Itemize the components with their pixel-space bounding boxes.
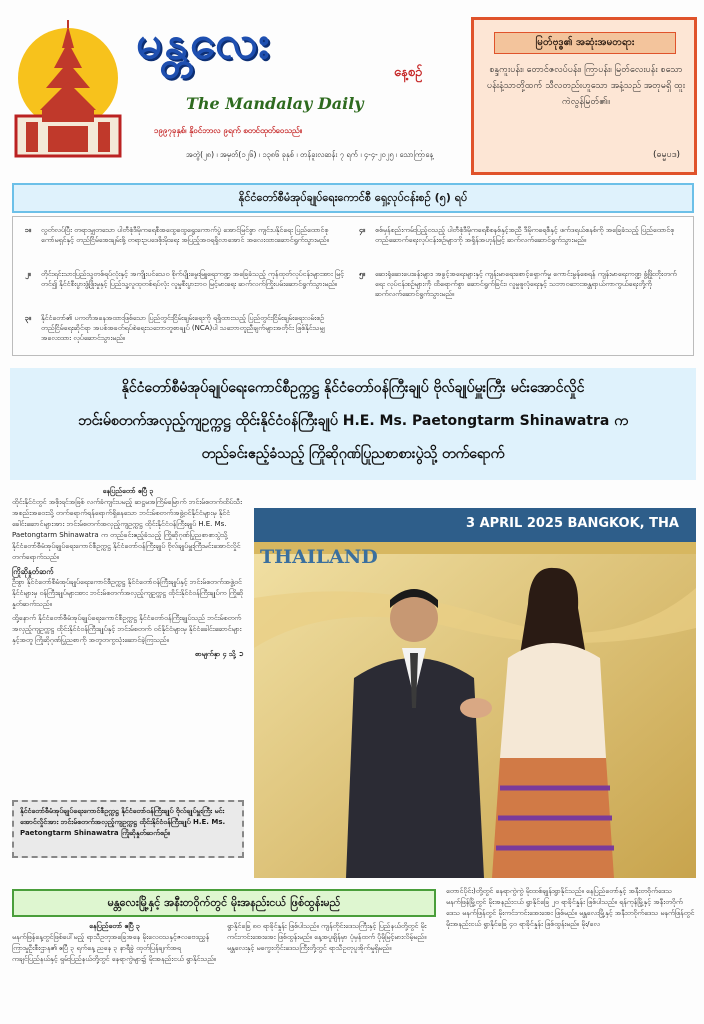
weather-col-2 — [227, 921, 436, 954]
weather-article — [12, 921, 436, 1019]
palace-logo — [12, 18, 124, 163]
weather-banner: မန္တလေးမြို့နှင့် အနီးတဝိုက်တွင် မိုးအနည်းငယ် ဖြစ်ထွန်းမည် — [12, 889, 436, 917]
article-section-heading: ကြိုဆိုနှုတ်ဆက် — [12, 567, 54, 576]
task-item — [25, 225, 347, 245]
tagline: ၁၉၉၇ခုနှစ်၊ နိုဝင်ဘာလ ၉ရက် စတင်ထုတ်ဝေသည်။ — [154, 126, 303, 135]
task-item — [359, 269, 681, 299]
task-number: ၄။ — [359, 226, 366, 234]
task-text: တိုင်းရင်းသားပြည်သူတစ်ရပ်လုံးနှင့် အကျိုးပင်သေဝ စိုက်ပျိုးမွေးမြူရေးကဏ္ဍ အခြေခံသည့် ကုန်ထုတ်လုပ်ငန်းများအား မြင့်တင်၍ နိုင်ငံစီးပွားဖွံ့ဖြိုးမှုနှင့် ပြည်သူ့လူထုတစ်ရပ်လုံး လူမှုစီးပွားဘဝ မြင့်မားရေး ဆက်လက်ကြိုးပမ်းဆောင်ရွက်သွားမည်။ — [41, 270, 344, 288]
paper-title: မန္တလေး — [136, 15, 272, 69]
task-item — [359, 225, 681, 245]
weather-paragraph: မနက်ဖြန်နေ့တွင်ဖြစ်ပေါ်မည့် ရာသီဥတုအခြေအနေ မိုးလေဝသနှင့်ဇလဗေဒညွှန်ကြားမှုဦးစီးဌာန၏ ဧပြီ ၃ ရက်နေ့ ညနေ ၃ နာရီခွဲ ထုတ်ပြန်ချက်အရ ကချင်ပြည်နယ်နှင့် ရှမ်းပြည်နယ်တို့တွင် နေရာကွဲများ၌ မိုးအနည်းငယ် ရွာနိုင်သည်။ — [12, 933, 217, 963]
photo-caption: နိုင်ငံတော်စီမံအုပ်ချုပ်ရေးကောင်စီဥက္ကဋ္ဌ နိုင်ငံတော်ဝန်ကြီးချုပ် ဗိုလ်ချုပ်မှူးကြီး မင်းအောင်လှိုင်အား ဘင်းမ်စတက်အလှည့်ကျဥက္ကဋ္ဌ ထိုင်းနိုင်ငံဝန်ကြီးချုပ် H.E. Ms. Paetongtarm Shinawatra ကြိုဆိုနှုတ်ဆက်စဉ်။ — [12, 800, 244, 858]
english-title: The Mandalay Daily — [186, 94, 364, 113]
dhamma-quote-source: (ဓမ္မပဒ) — [652, 150, 680, 160]
task-item — [25, 269, 347, 289]
weather-col-3 — [446, 886, 696, 1020]
task-text: လွတ်လပ်ပြီး တရားမျှတသော ပါတီစုံဒီမိုကရေစီအထွေထွေရွေးကောက်ပွဲ အောင်မြင်စွာ ကျင်းပနိုင်ရေး ပြည်ထောင်စုကော်မရှင်နှင့် တည်ငြိမ်အေးချမ်းဖို့ တရားဥပဒေစိုးမိုးရေး အပြည့်အဝရရှိလာအောင် အလေးထားဆောင်ရွက်သွားမည်။ — [41, 226, 329, 244]
article-dateline: နေပြည်တော် ဧပြီ ၃ — [102, 487, 154, 495]
task-text: စစ်မှန်စည်းကမ်းပြည့်ဝသည့် ပါတီစုံဒီမိုကရေစီစနစ်နှင့်အညီ ဒီမိုကရေစီနှင့် ဖက်ဒရယ်စနစ်ကို အခြေခံသည့် ပြည်ထောင်စုတည်ဆောက်ရေးလုပ်ငန်းစဉ်များကို အရှိန်အဟုန်မြင့် ဆက်လက်ဆောင်ရွက်သွားမည်။ — [375, 226, 675, 244]
article-paragraph: ထို့နောက် နိုင်ငံတော်စီမံအုပ်ချုပ်ရေးကောင်စီဥက္ကဋ္ဌ နိုင်ငံတော်ဝန်ကြီးချုပ်သည် ဘင်းမ်စတက်အလှည့်ကျဥက္ကဋ္ဌ ထိုင်းနိုင်ငံဝန်ကြီးချုပ်နှင့် ဘင်းမ်စတက် ဝင်နိုင်ငံများမှ နိုင်ငံခေါင်းဆောင်များနှင့်အတူ ကြိုဆိုဂုဏ်ပြုညစာကို အတူတကွသုံးဆောင်ခဲ့ကြသည်။ — [12, 614, 242, 644]
main-article — [12, 486, 244, 796]
dhamma-quote-title: မြတ်ဗုဒ္ဓ၏ အဆုံးအမတရား — [494, 32, 676, 54]
headline-line-2: ဘင်းမ်စတက်အလှည့်ကျဥက္ကဋ္ဌ ထိုင်းနိုင်ငံဝန်ကြီးချုပ် H.E. Ms. Paetongtarm Shinawatra က — [78, 413, 628, 429]
task-number: ၂။ — [25, 270, 31, 278]
headline-line-1: နိုင်ငံတော်စီမံအုပ်ချုပ်ရေးကောင်စီဥက္ကဋ္ဌ နိုင်ငံတော်ဝန်ကြီးချုပ် ဗိုလ်ချုပ်မှူးကြီး မင်းအောင်လှိုင် — [121, 380, 585, 396]
task-item — [25, 313, 347, 343]
photo-banner-text: 3 APRIL 2025 BANGKOK, THA — [466, 516, 679, 531]
issue-line: အတွဲ(၂၈) ၊ အမှတ်(၁၂၆) ၊ ၁၃၈၆ ခုနှစ် ၊ တန်ခူးလဆန်း ၇ ရက် ၊ ၄-၄-၂၀၂၅ ၊ သောကြာနေ့ — [186, 150, 434, 159]
continued-note: စာမျက်နှာ ၄ သို့ ➲ — [194, 650, 244, 658]
task-text: နိုင်ငံတော်၏ ပကတိအနေအထားဖြစ်သော ပြည်တွင်းငြိမ်းချမ်းရေးကို ရရှိထားသည့် ပြည်တွင်းငြိမ်းချမ်းရေးလမ်းစဉ် တည်ငြိမ်ရေးဆိုင်ရာ အပစ်အခတ်ရပ်စဲရေးသဘောတူစာချုပ် (NCA)ပါ သဘောတူညီချက်များအတိုင်း ဖြစ်နိုင်သမျှ အလေးထား လုပ်ဆောင်သွားမည်။ — [41, 314, 325, 342]
article-paragraph: ဦးစွာ နိုင်ငံတော်စီမံအုပ်ချုပ်ရေးကောင်စီဥက္ကဋ္ဌ နိုင်ငံတော်ဝန်ကြီးချုပ်နှင့် ဘင်းမ်စတက်အဖွဲ့ဝင်နိုင်ငံများမှ ဝန်ကြီးချုပ်များအား ဘင်းမ်စတက်အလှည့်ကျဥက္ကဋ္ဌ ထိုင်းနိုင်ငံဝန်ကြီးချုပ်က ကြိုဆိုနှုတ်ဆက်သည်။ — [12, 578, 244, 608]
weather-paragraph: တောင်ပိုင်း)တို့တွင် နေရာကွဲကွဲ မိုးထစ်ချုန်းရွာနိုင်သည်။ နေပြည်တော်နှင့် အနီးတဝိုက်ဒေသ မနက်ဖြန်မြို့တွင် မိုးအနည်းငယ် ရွာနိုင်ခြေ ၂၀ ရာခိုင်နှုန်း ဖြစ်ပါသည်။ ရန်ကုန်မြို့နှင့် အနီးတဝိုက်ဒေသ မနက်ဖြန်တွင် မိုးကင်းကင်းအေးအေး ဖြစ်မည်။ မန္တလေးမြို့နှင့် အနီးတဝိုက်ဒေသ မနက်ဖြန်တွင် မိုးအနည်းငယ် ရွာနိုင်ခြေ ၄၀ ရာခိုင်နှုန်း ဖြစ်ထွန်းမည်။ မိုး/လေ — [446, 887, 695, 928]
summit-photo — [254, 508, 696, 878]
tasks-panel — [12, 216, 694, 356]
dhamma-quote-body: စန္ဒကူးပန်း၊ တောင်ဇလပ်ပန်း၊ ကြာပန်း၊ မြတ်လေးပန်း စသော ပန်းနံ့သာတို့ထက် သီလတည်းဟူသော အနံ့သည် အတုမရှိ ထူးကဲလွန်မြတ်၏။ — [486, 65, 686, 107]
thailand-logo-text: THAILAND — [260, 546, 378, 568]
task-number: ၁။ — [25, 226, 32, 234]
masthead — [0, 0, 704, 172]
weather-dateline: နေပြည်တော် ဧပြီ ၃ — [89, 922, 140, 930]
article-paragraph: ထိုင်းနိုင်ငံတွင် အစိုးရင်အဖြစ် လက်ခံကျင်းပမည့် ဆဋ္ဌမအကြိမ်မြောက် ဘင်းမ်စတက်ထိပ်သီးအစည်းအဝေးသို့ တက်ရောက်ရန်ရောက်ရှိနေသော ဘင်းမ်စတက်အဖွဲ့ဝင်နိုင်ငံများမှ နိုင်ငံခေါင်းဆောင်များအား ဘင်းမ်စတက်အလှည့်ကျဥက္ကဋ္ဌ ထိုင်းနိုင်ငံဝန်ကြီးချုပ် H.E. Ms. Paetongtarm Shinawatra က တည်ခင်းဧည့်ခံသည့် ကြိုဆိုဂုဏ်ပြုညစာစားပွဲသို့ နိုင်ငံတော်စီမံအုပ်ချုပ်ရေးကောင်စီဥက္ကဋ္ဌ နိုင်ငံတော်ဝန်ကြီးချုပ် ဗိုလ်ချုပ်မှူးကြီးမင်းအောင်လှိုင် တက်ရောက်သည်။ — [12, 498, 242, 561]
tasks-banner: နိုင်ငံတော်စီမံအုပ်ချုပ်ရေးကောင်စီ ရှေ့လုပ်ငန်းစဉ် (၅) ရပ် — [12, 183, 694, 213]
weather-col-1 — [12, 921, 217, 965]
task-number: ၅။ — [359, 270, 366, 278]
task-number: ၃။ — [25, 314, 32, 322]
headline-line-3: တည်ခင်းဧည့်ခံသည့် ကြိုဆိုဂုဏ်ပြုညစာစားပွဲသို့ တက်ရောက် — [201, 446, 505, 462]
dhamma-quote-box — [471, 17, 697, 175]
paper-subtitle: နေ့စဉ် — [394, 65, 423, 80]
headline-box — [10, 368, 696, 480]
weather-paragraph: ရွာနိုင်ခြေ ၈၀ ရာခိုင်နှုန်း ဖြစ်ပါသည်။ ကျန်တိုင်းဒေသကြီးနှင့် ပြည်နယ်တို့တွင် မိုးကင်းကင်းအေးအေး ဖြစ်ထွန်းမည်။ နေ့အပူချိန်မှာ ပုံမှန်ထက် ပိုမိုမြင့်မားလိမ့်မည်။ မန္တလေးနှင့် မကွေးတိုင်းဒေသကြီးတို့တွင် ရာသီဥတုပူအိုက်မှုရှိမည်။ — [227, 922, 427, 952]
task-text: ဆေးရုံဆေးပေးခန်းများ၊ အခွင့်အရေးများနှင့် ကျန်းမာရေးစောင့်ရှောက်မှု ကောင်းမွန်စေရန် ကျန်းမာရေးကဏ္ဍ ဖွံ့ဖြိုးတိုးတက်ရေး လုပ်ငန်းစဉ်များကို ထိရောက်စွာ ဆောင်ရွက်ခြင်း၊ လူမှုဖူလုံရေးနှင့် သဘာဝဘေးအန္တရာယ်ကာကွယ်ရေးတို့ကို ဆက်လက်ဆောင်ရွက်သွားမည်။ — [375, 270, 677, 298]
